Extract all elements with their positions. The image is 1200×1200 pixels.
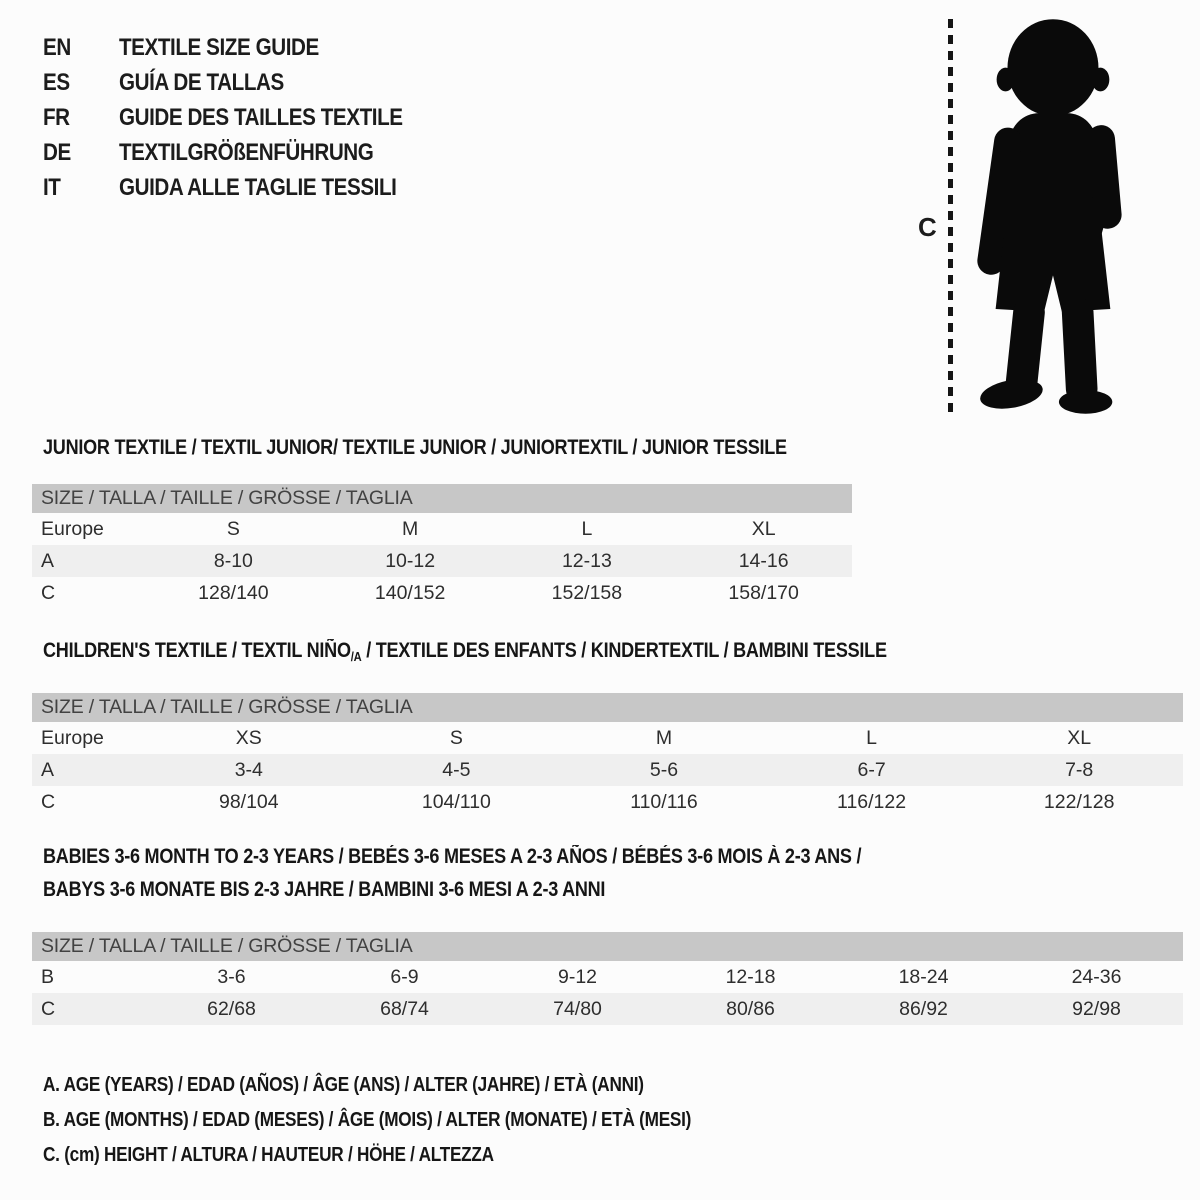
cell: 62/68 <box>207 998 256 1020</box>
legend-line-a: A. AGE (YEARS) / EDAD (AÑOS) / ÂGE (ANS) / ALTER (JAHRE) / ETÀ (ANNI) <box>43 1074 644 1096</box>
language-title: GUIDA ALLE TAGLIE TESSILI <box>119 173 397 201</box>
cell: 4-5 <box>442 759 471 781</box>
babies-section-title-line1: BABIES 3-6 MONTH TO 2-3 YEARS / BEBÉS 3-6 MESES A 2-3 AÑOS / BÉBÉS 3-6 MOIS À 2-3 ANS / <box>43 845 862 868</box>
cell: 98/104 <box>218 791 279 813</box>
children-size-table <box>32 693 1183 818</box>
cell: XL <box>1067 727 1092 749</box>
size-table-header: SIZE / TALLA / TAILLE / GRÖSSE / TAGLIA <box>32 484 852 513</box>
language-title: TEXTILE SIZE GUIDE <box>119 33 319 61</box>
size-table-header: SIZE / TALLA / TAILLE / GRÖSSE / TAGLIA <box>32 932 1183 961</box>
language-title: GUIDE DES TAILLES TEXTILE <box>119 103 403 131</box>
toddler-silhouette-icon <box>962 16 1140 416</box>
table-row-age-years <box>32 545 852 577</box>
cell: M <box>402 518 419 540</box>
language-row <box>43 170 449 205</box>
cell: 10-12 <box>385 550 436 572</box>
table-row-europe <box>32 513 852 545</box>
cell: 9-12 <box>557 966 598 988</box>
cell: 18-24 <box>898 966 949 988</box>
cell: M <box>655 727 673 749</box>
table-row-height <box>32 993 1183 1025</box>
cell: 74/80 <box>553 998 602 1020</box>
junior-size-table <box>32 484 852 609</box>
row-label: C <box>41 998 56 1020</box>
language-row <box>43 135 449 170</box>
cell: 92/98 <box>1072 998 1121 1020</box>
cell: 12-18 <box>725 966 776 988</box>
children-section-title: CHILDREN'S TEXTILE / TEXTIL NIÑO/A / TEXTILE DES ENFANTS / KINDERTEXTIL / BAMBINI TESSILE <box>43 639 887 664</box>
cell: 3-6 <box>217 966 246 988</box>
row-label: Europe <box>41 518 104 540</box>
cell: S <box>226 518 240 540</box>
cell: 14-16 <box>738 550 789 572</box>
table-row-age-months <box>32 961 1183 993</box>
cell: 116/122 <box>837 791 907 813</box>
cell: 110/116 <box>630 791 698 813</box>
row-label: A <box>41 550 55 572</box>
table-row-europe <box>32 722 1183 754</box>
cell: 7-8 <box>1065 759 1094 781</box>
cell: 140/152 <box>374 582 446 604</box>
cell: S <box>449 727 463 749</box>
cell: 8-10 <box>213 550 253 572</box>
measurement-legend <box>43 1068 797 1173</box>
cell: 5-6 <box>649 759 679 781</box>
language-title: GUÍA DE TALLAS <box>119 68 284 96</box>
language-row <box>43 65 449 100</box>
language-code: FR <box>43 103 70 131</box>
cell: 104/110 <box>421 791 491 813</box>
language-code: ES <box>43 68 70 96</box>
cell: 158/170 <box>728 582 799 604</box>
size-table-header: SIZE / TALLA / TAILLE / GRÖSSE / TAGLIA <box>32 693 1183 722</box>
cell: XL <box>751 518 776 540</box>
legend-line-c: C. (cm) HEIGHT / ALTURA / HAUTEUR / HÖHE / ALTEZZA <box>43 1144 494 1166</box>
babies-size-table <box>32 932 1183 1025</box>
language-code: DE <box>43 138 71 166</box>
junior-section-title: JUNIOR TEXTILE / TEXTIL JUNIOR/ TEXTILE JUNIOR / JUNIORTEXTIL / JUNIOR TESSILE <box>43 436 787 459</box>
cell: 152/158 <box>551 582 623 604</box>
language-title: TEXTILGRÖßENFÜHRUNG <box>119 138 374 166</box>
row-label: C <box>41 791 56 813</box>
height-measure-label: C <box>918 212 937 242</box>
table-row-age-years <box>32 754 1183 786</box>
language-code: IT <box>43 173 61 201</box>
cell: 12-13 <box>561 550 612 572</box>
language-code: EN <box>43 33 71 61</box>
cell: 24-36 <box>1071 966 1122 988</box>
cell: 128/140 <box>198 582 269 604</box>
babies-section-title-line2: BABYS 3-6 MONATE BIS 2-3 JAHRE / BAMBINI 3-6 MESI A 2-3 ANNI <box>43 878 606 901</box>
cell: 80/86 <box>726 998 775 1020</box>
cell: 6-7 <box>857 759 886 781</box>
cell: 6-9 <box>390 966 419 988</box>
height-measure-dashed-line <box>948 19 953 416</box>
row-label: B <box>41 966 55 988</box>
cell: L <box>581 518 593 540</box>
row-label: A <box>41 759 55 781</box>
language-title-list <box>43 30 449 205</box>
table-row-height <box>32 577 852 609</box>
row-label: C <box>41 582 56 604</box>
language-row <box>43 30 449 65</box>
cell: L <box>866 727 877 749</box>
nino-a-subscript: /A <box>350 649 362 664</box>
cell: XS <box>235 727 262 749</box>
legend-line-b: B. AGE (MONTHS) / EDAD (MESES) / ÂGE (MOIS) / ALTER (MONATE) / ETÀ (MESI) <box>43 1109 692 1131</box>
cell: 68/74 <box>380 998 429 1020</box>
cell: 3-4 <box>234 759 263 781</box>
language-row <box>43 100 449 135</box>
cell: 122/128 <box>1043 791 1115 813</box>
row-label: Europe <box>41 727 104 749</box>
table-row-height <box>32 786 1183 818</box>
cell: 86/92 <box>899 998 948 1020</box>
